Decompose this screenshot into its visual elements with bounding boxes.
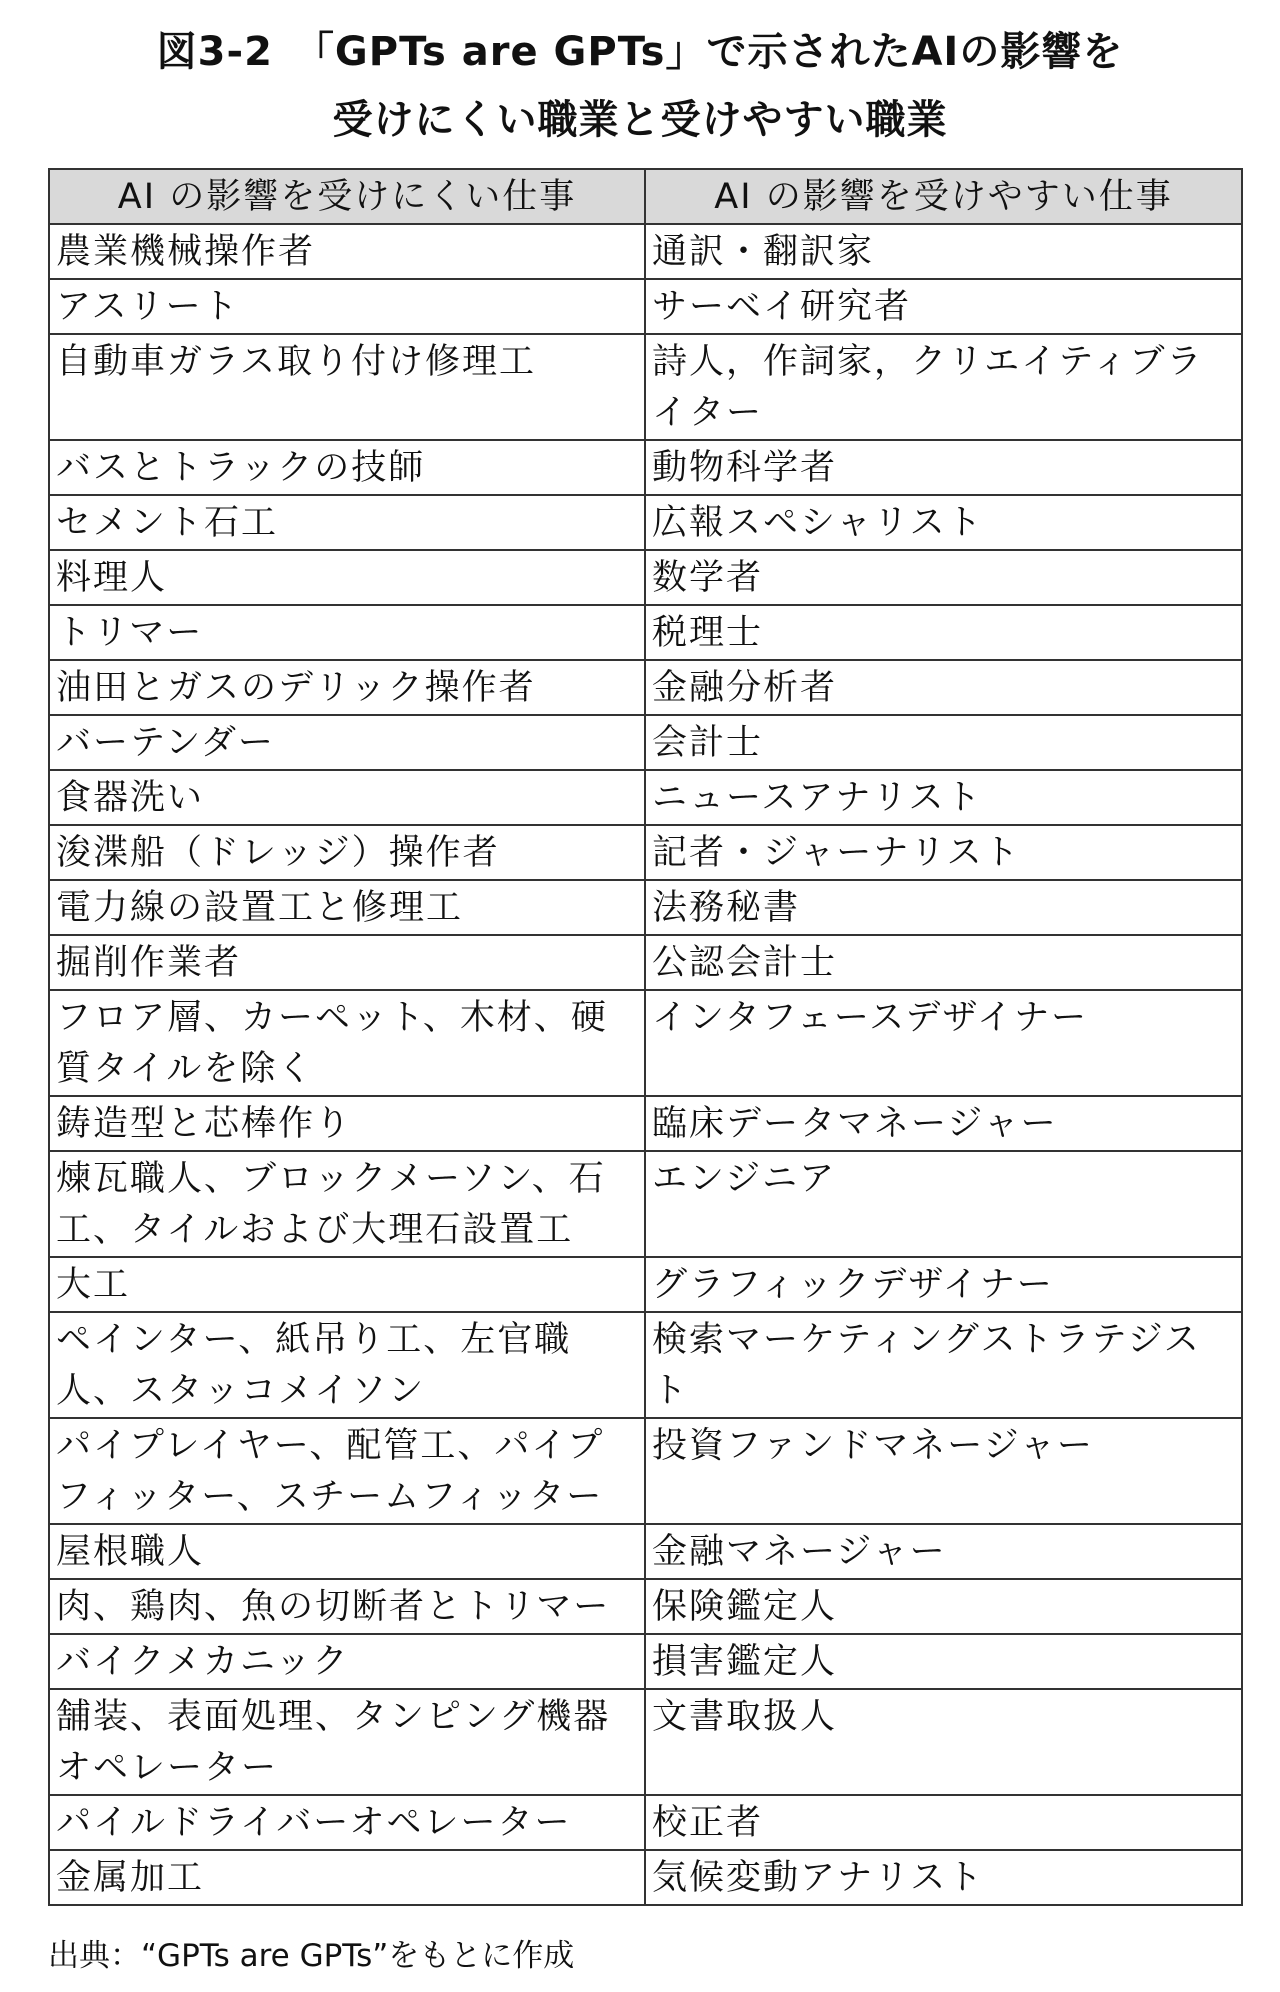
cell-less-affected: バスとトラックの技師 (49, 440, 645, 495)
cell-more-affected: 数学者 (645, 550, 1242, 605)
table-row (49, 1579, 1242, 1634)
cell-less-affected: 油田とガスのデリック操作者 (49, 660, 645, 715)
table-row (49, 495, 1242, 550)
occupation-table (48, 168, 1243, 1906)
cell-less-affected: 屋根職人 (49, 1524, 645, 1579)
cell-less-affected: 料理人 (49, 550, 645, 605)
table-row (49, 825, 1242, 880)
cell-less-affected: 金属加工 (49, 1850, 645, 1905)
occupation-table-container (48, 168, 1241, 1906)
table-row (49, 224, 1242, 279)
cell-more-affected: グラフィックデザイナー (645, 1257, 1242, 1312)
header-less-affected: AI の影響を受けにくい仕事 (49, 169, 645, 224)
table-header-row (49, 169, 1242, 224)
figure-title-line1: 図3-2 「GPTs are GPTs」で示されたAIの影響を (156, 29, 1124, 75)
cell-more-affected: 検索マーケティングストラテジスト (645, 1312, 1242, 1418)
cell-less-affected: セメント石工 (49, 495, 645, 550)
cell-less-affected: 舗装、表面処理、タンピング機器オペレーター (49, 1689, 645, 1795)
table-row (49, 1524, 1242, 1579)
cell-more-affected: 金融マネージャー (645, 1524, 1242, 1579)
cell-more-affected: 校正者 (645, 1795, 1242, 1850)
cell-more-affected: 法務秘書 (645, 880, 1242, 935)
table-row (49, 1418, 1242, 1524)
cell-more-affected: 文書取扱人 (645, 1689, 1242, 1795)
table-row (49, 935, 1242, 990)
cell-more-affected: 会計士 (645, 715, 1242, 770)
cell-less-affected: パイプレイヤー、配管工、パイプフィッター、スチームフィッター (49, 1418, 645, 1524)
table-row (49, 1312, 1242, 1418)
table-row (49, 1257, 1242, 1312)
cell-less-affected: トリマー (49, 605, 645, 660)
table-row (49, 1689, 1242, 1795)
figure-title-line2: 受けにくい職業と受けやすい職業 (332, 97, 948, 143)
cell-more-affected: 臨床データマネージャー (645, 1096, 1242, 1151)
cell-less-affected: 浚渫船（ドレッジ）操作者 (49, 825, 645, 880)
cell-more-affected: 損害鑑定人 (645, 1634, 1242, 1689)
cell-more-affected: インタフェースデザイナー (645, 990, 1242, 1096)
table-row (49, 1795, 1242, 1850)
table-row (49, 660, 1242, 715)
table-row (49, 1634, 1242, 1689)
table-row (49, 440, 1242, 495)
cell-less-affected: フロア層、カーペット、木材、硬質タイルを除く (49, 990, 645, 1096)
cell-less-affected: 食器洗い (49, 770, 645, 825)
table-row (49, 334, 1242, 440)
cell-more-affected: 動物科学者 (645, 440, 1242, 495)
table-row (49, 770, 1242, 825)
cell-less-affected: 掘削作業者 (49, 935, 645, 990)
table-row (49, 605, 1242, 660)
cell-more-affected: 通訳・翻訳家 (645, 224, 1242, 279)
cell-less-affected: 煉瓦職人、ブロックメーソン、石工、タイルおよび大理石設置工 (49, 1151, 645, 1257)
cell-more-affected: 公認会計士 (645, 935, 1242, 990)
cell-less-affected: 自動車ガラス取り付け修理工 (49, 334, 645, 440)
cell-less-affected: バーテンダー (49, 715, 645, 770)
table-row (49, 1151, 1242, 1257)
cell-less-affected: 肉、鶏肉、魚の切断者とトリマー (49, 1579, 645, 1634)
cell-less-affected: 農業機械操作者 (49, 224, 645, 279)
table-row (49, 550, 1242, 605)
table-row (49, 1850, 1242, 1905)
cell-more-affected: 税理士 (645, 605, 1242, 660)
cell-more-affected: 気候変動アナリスト (645, 1850, 1242, 1905)
cell-more-affected: ニュースアナリスト (645, 770, 1242, 825)
cell-more-affected: 広報スペシャリスト (645, 495, 1242, 550)
figure-title (0, 18, 1280, 154)
cell-less-affected: 鋳造型と芯棒作り (49, 1096, 645, 1151)
cell-less-affected: ペインター、紙吊り工、左官職人、スタッコメイソン (49, 1312, 645, 1418)
cell-more-affected: 金融分析者 (645, 660, 1242, 715)
cell-less-affected: パイルドライバーオペレーター (49, 1795, 645, 1850)
cell-more-affected: 記者・ジャーナリスト (645, 825, 1242, 880)
cell-more-affected: エンジニア (645, 1151, 1242, 1257)
table-row (49, 1096, 1242, 1151)
table-row (49, 880, 1242, 935)
source-note: 出典：“GPTs are GPTs”をもとに作成 (48, 1938, 575, 1974)
table-row (49, 279, 1242, 334)
header-more-affected: AI の影響を受けやすい仕事 (645, 169, 1242, 224)
cell-less-affected: アスリート (49, 279, 645, 334)
cell-more-affected: 保険鑑定人 (645, 1579, 1242, 1634)
table-body (49, 224, 1242, 1905)
cell-more-affected: 詩人，作詞家，クリエイティブライター (645, 334, 1242, 440)
table-row (49, 990, 1242, 1096)
cell-less-affected: 大工 (49, 1257, 645, 1312)
cell-less-affected: バイクメカニック (49, 1634, 645, 1689)
cell-more-affected: サーベイ研究者 (645, 279, 1242, 334)
cell-less-affected: 電力線の設置工と修理工 (49, 880, 645, 935)
table-row (49, 715, 1242, 770)
cell-more-affected: 投資ファンドマネージャー (645, 1418, 1242, 1524)
